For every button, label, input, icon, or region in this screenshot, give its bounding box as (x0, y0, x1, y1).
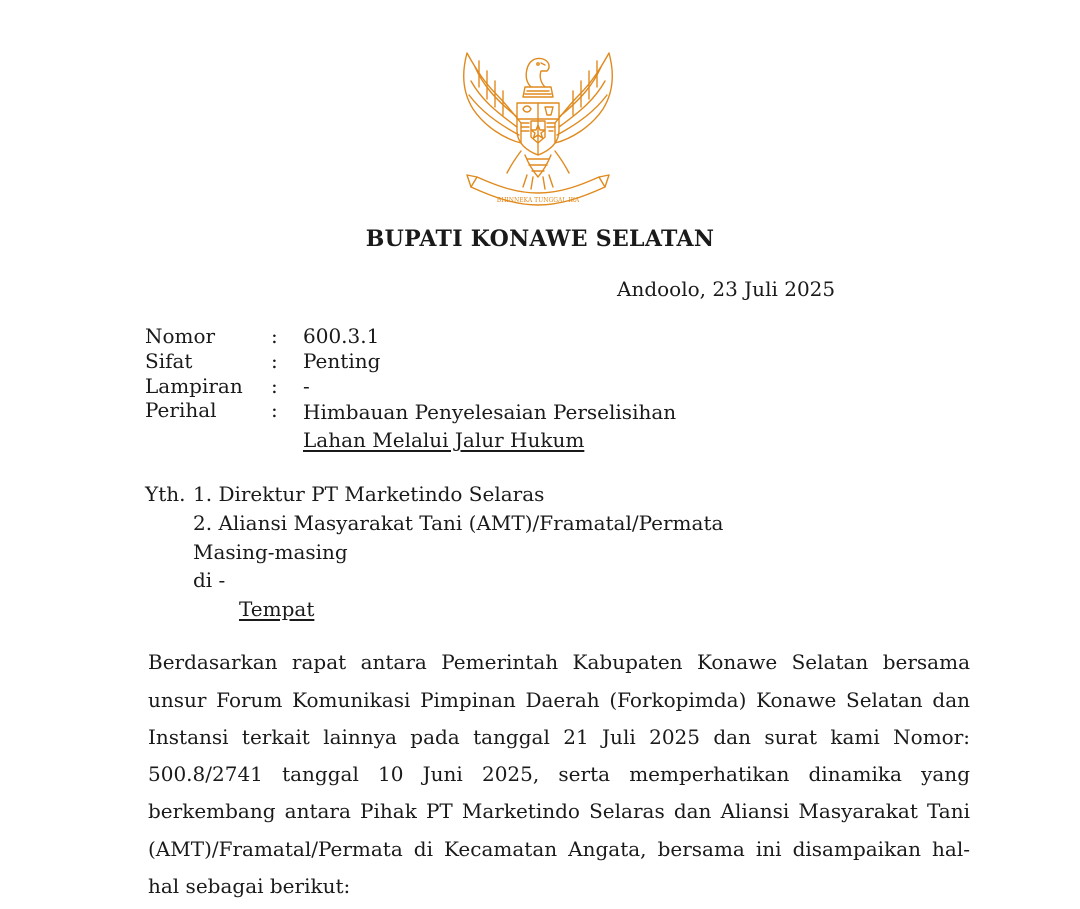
lampiran-colon: : (271, 374, 278, 398)
addressee-recipient-2: 2. Aliansi Masyarakat Tani (AMT)/Framatal/Permata (193, 511, 724, 535)
body-line-7: hal sebagai berikut: (148, 874, 351, 898)
addressee-recipient-1: 1. Direktur PT Marketindo Selaras (193, 482, 545, 506)
sifat-value: Penting (303, 349, 381, 373)
lampiran-value: - (303, 374, 310, 398)
sifat-label: Sifat (145, 349, 193, 373)
addressee-masing-masing: Masing-masing (193, 540, 348, 564)
garuda-emblem (455, 47, 621, 219)
perihal-label: Perihal (145, 398, 217, 422)
body-line-1: Berdasarkan rapat antara Pemerintah Kabupaten Konawe Selatan bersama (148, 650, 970, 674)
nomor-value: 600.3.1 (303, 324, 380, 348)
nomor-colon: : (271, 324, 278, 348)
letterhead-title: BUPATI KONAWE SELATAN (365, 226, 715, 252)
perihal-colon: : (271, 398, 278, 422)
body-line-2: unsur Forum Komunikasi Pimpinan Daerah (Forkopimda) Konawe Selatan dan (148, 688, 970, 712)
addressee-di: di - (193, 568, 226, 592)
addressee-prefix: Yth. (145, 482, 186, 506)
body-line-5: berkembang antara Pihak PT Marketindo Selaras dan Aliansi Masyarakat Tani (148, 799, 970, 823)
nomor-label: Nomor (145, 324, 216, 348)
place-date: Andoolo, 23 Juli 2025 (617, 277, 836, 301)
emblem-motto: BHINNEKA TUNGGAL IKA (496, 197, 580, 204)
addressee-tempat: Tempat (239, 597, 315, 621)
perihal-value-line2: Lahan Melalui Jalur Hukum (303, 428, 585, 452)
garuda-emblem-graphic (455, 47, 621, 219)
body-line-4: 500.8/2741 tanggal 10 Juni 2025, serta memperhatikan dinamika yang (148, 762, 970, 786)
lampiran-label: Lampiran (145, 374, 243, 398)
body-line-3: Instansi terkait lainnya pada tanggal 21 Juli 2025 dan surat kami Nomor: (148, 725, 970, 749)
perihal-value-line1: Himbauan Penyelesaian Perselisihan (303, 400, 677, 424)
sifat-colon: : (271, 349, 278, 373)
body-line-6: (AMT)/Framatal/Permata di Kecamatan Angata, bersama ini disampaikan hal- (148, 837, 970, 861)
